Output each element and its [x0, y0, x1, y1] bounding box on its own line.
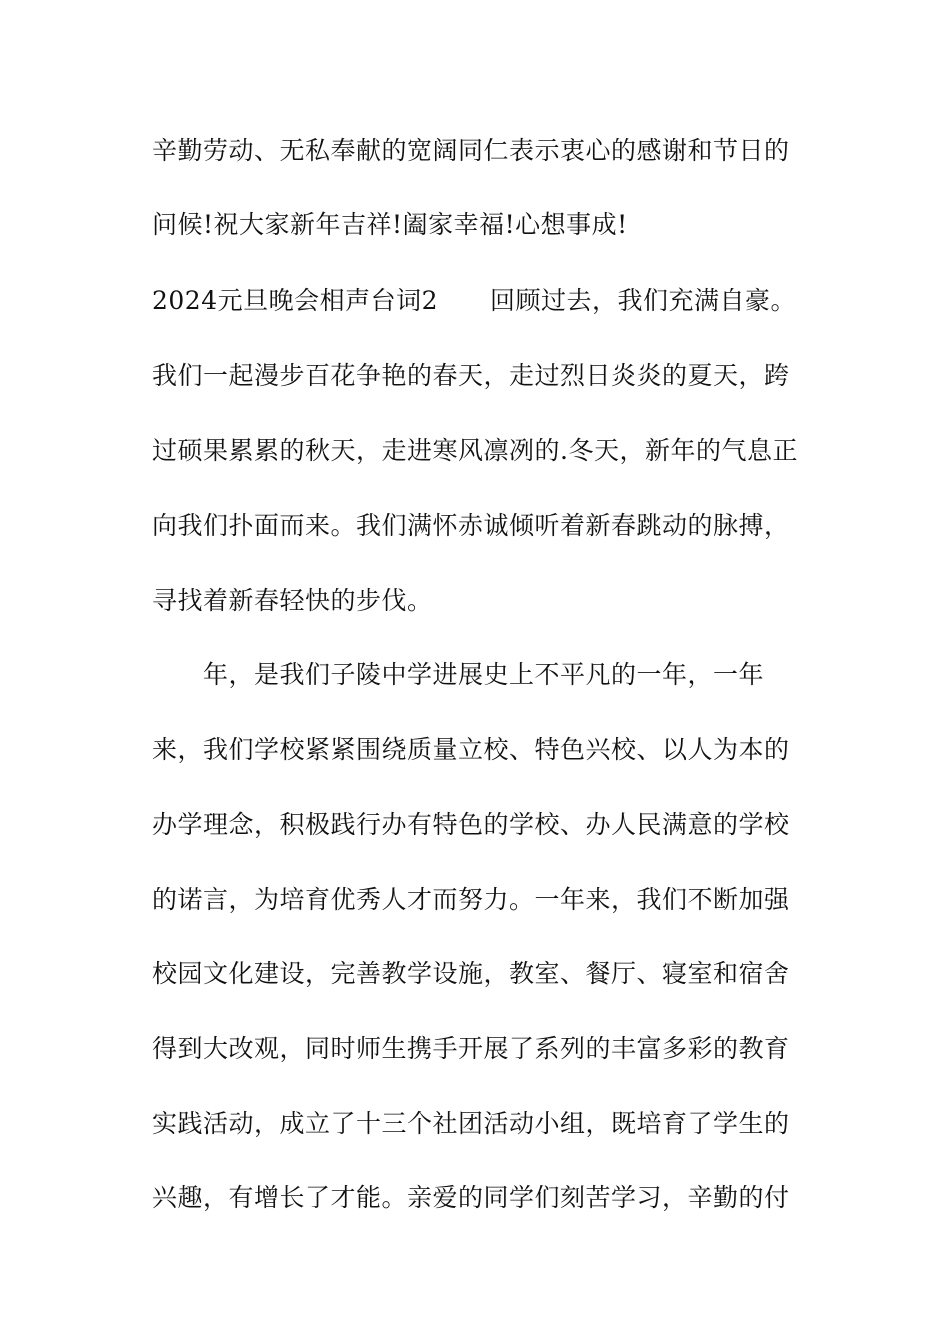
text-line: 向我们扑面而来。我们满怀赤诚倾听着新春跳动的脉搏， — [152, 511, 790, 540]
section-title: 2024元旦晚会相声台词2 — [152, 286, 439, 315]
text-line: 实践活动，成立了十三个社团活动小组，既培育了学生的 — [152, 1109, 790, 1138]
section-heading-line — [152, 284, 812, 318]
text-line: 辛勤劳动、无私奉献的宽阔同仁表示衷心的感谢和节日的 — [152, 136, 790, 165]
text-line: 问候!祝大家新年吉祥!阖家幸福!心想事成! — [152, 210, 628, 239]
text-line: 过硕果累累的秋天，走进寒风凛冽的.冬天，新年的气息正 — [152, 436, 798, 465]
paragraph-first-line: 年，是我们子陵中学进展史上不平凡的一年，一年 — [203, 660, 765, 689]
text-line: 回顾过去，我们充满自豪。 — [490, 286, 797, 315]
text-line: 寻找着新春轻快的步伐。 — [152, 586, 433, 615]
text-line: 办学理念，积极践行办有特色的学校、办人民满意的学校 — [152, 810, 790, 839]
text-line: 得到大改观，同时师生携手开展了系列的丰富多彩的教育 — [152, 1034, 790, 1063]
text-line: 的诺言，为培育优秀人才而努力。一年来，我们不断加强 — [152, 885, 790, 914]
text-line: 我们一起漫步百花争艳的春天，走过烈日炎炎的夏天，跨 — [152, 361, 790, 390]
text-line: 兴趣，有增长了才能。亲爱的同学们刻苦学习，辛勤的付 — [152, 1183, 790, 1212]
text-line: 来，我们学校紧紧围绕质量立校、特色兴校、以人为本的 — [152, 735, 790, 764]
text-line: 校园文化建设，完善教学设施，教室、餐厅、寝室和宿舍 — [152, 959, 790, 988]
